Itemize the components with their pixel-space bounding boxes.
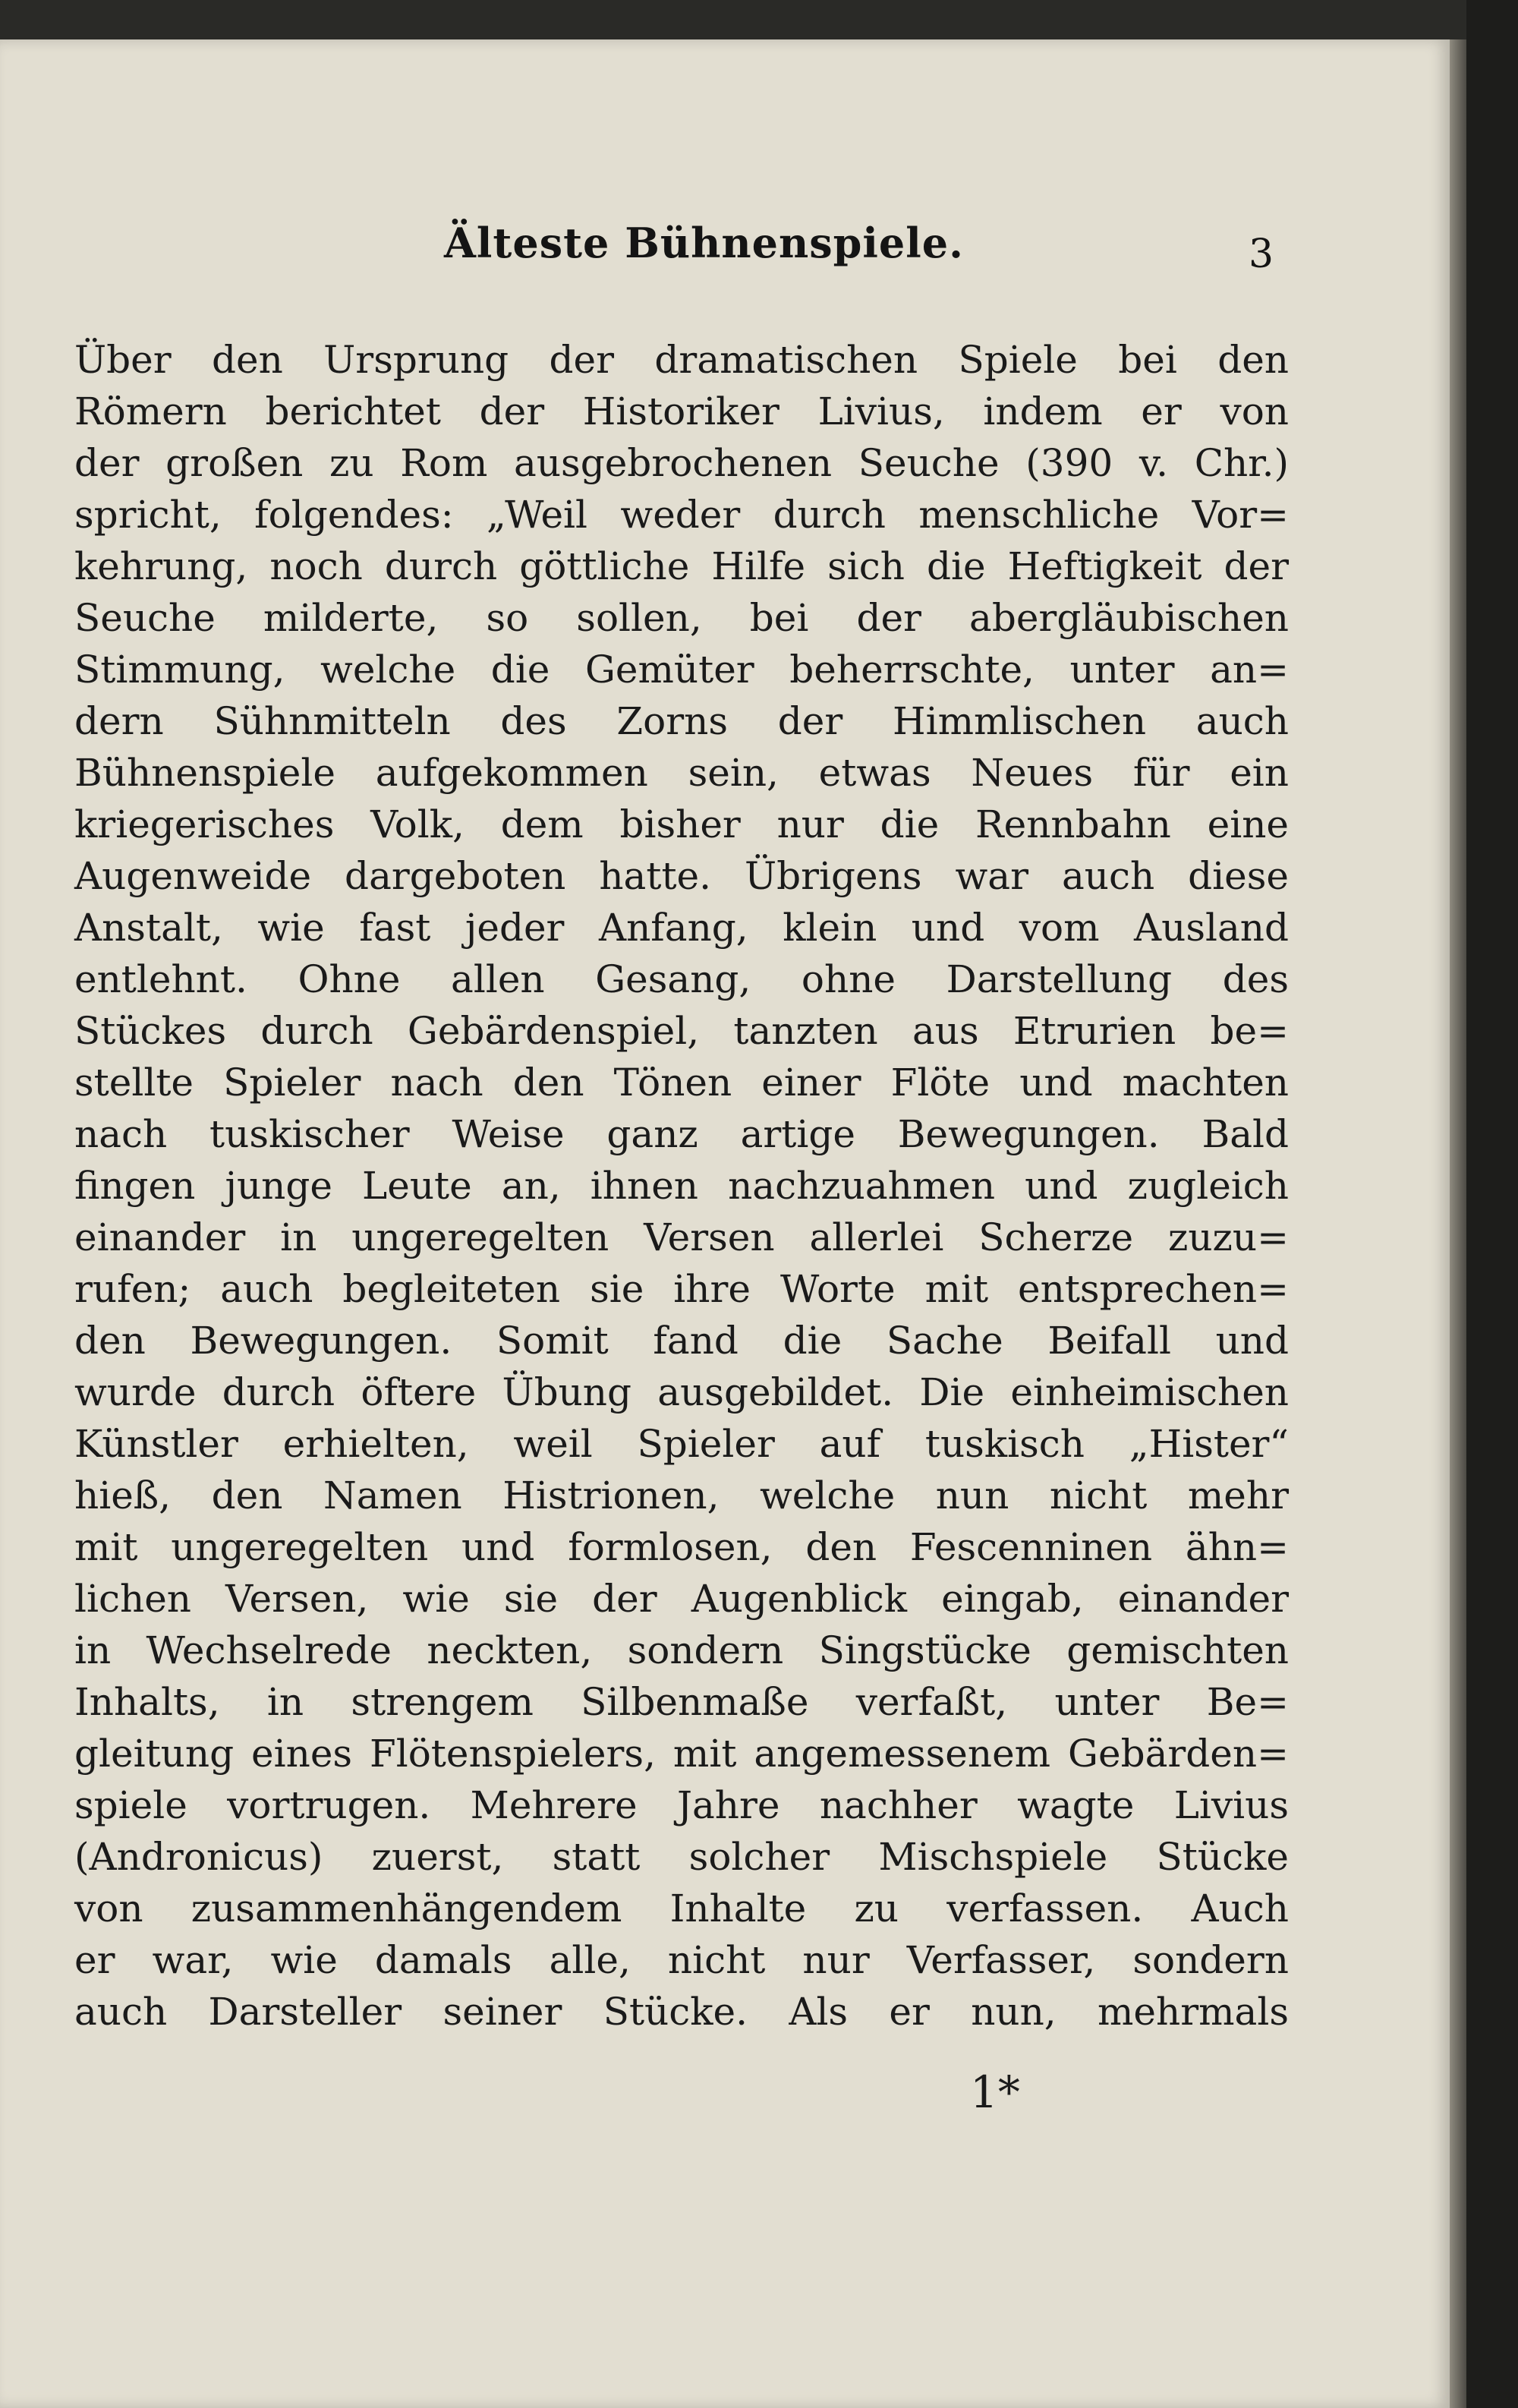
text-line: kehrung, noch durch göttliche Hilfe sich die Heftigkeit der <box>74 544 1289 588</box>
text-line: auch Darsteller seiner Stücke. Als er nun, mehrmals <box>74 1990 1289 2034</box>
text-line: einander in ungeregelten Versen allerlei Scherze zuzu= <box>74 1215 1289 1259</box>
page-gutter <box>1450 39 1466 2408</box>
text-line: er war, wie damals alle, nicht nur Verfasser, sondern <box>74 1938 1289 1982</box>
text-line: Bühnenspiele aufgekommen sein, etwas Neues für ein <box>74 751 1289 795</box>
text-line: Seuche milderte, so sollen, bei der abergläubischen <box>74 596 1289 640</box>
text-line: Künstler erhielten, weil Spieler auf tuskisch „Hister“ <box>74 1422 1289 1466</box>
text-line: spricht, folgendes: „Weil weder durch menschliche Vor= <box>74 493 1289 537</box>
body-text <box>74 334 1289 2038</box>
signature-mark: 1* <box>970 2066 1020 2118</box>
text-line: Anstalt, wie fast jeder Anfang, klein und vom Ausland <box>74 906 1289 950</box>
running-header-title: Älteste Bühnenspiele. <box>444 219 964 267</box>
text-line: spiele vortrugen. Mehrere Jahre nachher wagte Livius <box>74 1783 1289 1827</box>
book-edge <box>1466 0 1518 2408</box>
text-line: entlehnt. Ohne allen Gesang, ohne Darstellung des <box>74 957 1289 1001</box>
text-line: der großen zu Rom ausgebrochenen Seuche (390 v. Chr.) <box>74 441 1289 485</box>
page-number: 3 <box>1249 232 1274 277</box>
text-line: kriegerisches Volk, dem bisher nur die Rennbahn eine <box>74 802 1289 846</box>
text-line: gleitung eines Flötenspielers, mit angemessenem Gebärden= <box>74 1732 1289 1776</box>
text-line: Augenweide dargeboten hatte. Übrigens war auch diese <box>74 854 1289 898</box>
text-line: rufen; auch begleiteten sie ihre Worte mit entsprechen= <box>74 1267 1289 1311</box>
text-line: lichen Versen, wie sie der Augenblick eingab, einander <box>74 1577 1289 1621</box>
text-line: Stimmung, welche die Gemüter beherrschte, unter an= <box>74 648 1289 692</box>
text-line: wurde durch öftere Übung ausgebildet. Die einheimischen <box>74 1370 1289 1414</box>
text-line: mit ungeregelten und formlosen, den Fescenninen ähn= <box>74 1525 1289 1569</box>
text-line: Über den Ursprung der dramatischen Spiele bei den <box>74 338 1289 382</box>
text-line: nach tuskischer Weise ganz artige Bewegungen. Bald <box>74 1112 1289 1156</box>
text-line: dern Sühnmitteln des Zorns der Himmlischen auch <box>74 699 1289 743</box>
text-line: Stückes durch Gebärdenspiel, tanzten aus Etrurien be= <box>74 1009 1289 1053</box>
text-line: (Andronicus) zuerst, statt solcher Mischspiele Stücke <box>74 1835 1289 1879</box>
text-line: stellte Spieler nach den Tönen einer Flöte und machten <box>74 1061 1289 1105</box>
text-line: in Wechselrede neckten, sondern Singstücke gemischten <box>74 1628 1289 1672</box>
text-line: Inhalts, in strengem Silbenmaße verfaßt, unter Be= <box>74 1680 1289 1724</box>
text-line: von zusammenhängendem Inhalte zu verfassen. Auch <box>74 1886 1289 1930</box>
text-line: den Bewegungen. Somit fand die Sache Beifall und <box>74 1319 1289 1363</box>
text-line: hieß, den Namen Histrionen, welche nun nicht mehr <box>74 1473 1289 1518</box>
text-line: fingen junge Leute an, ihnen nachzuahmen und zugleich <box>74 1164 1289 1208</box>
text-line: Römern berichtet der Historiker Livius, indem er von <box>74 389 1289 433</box>
